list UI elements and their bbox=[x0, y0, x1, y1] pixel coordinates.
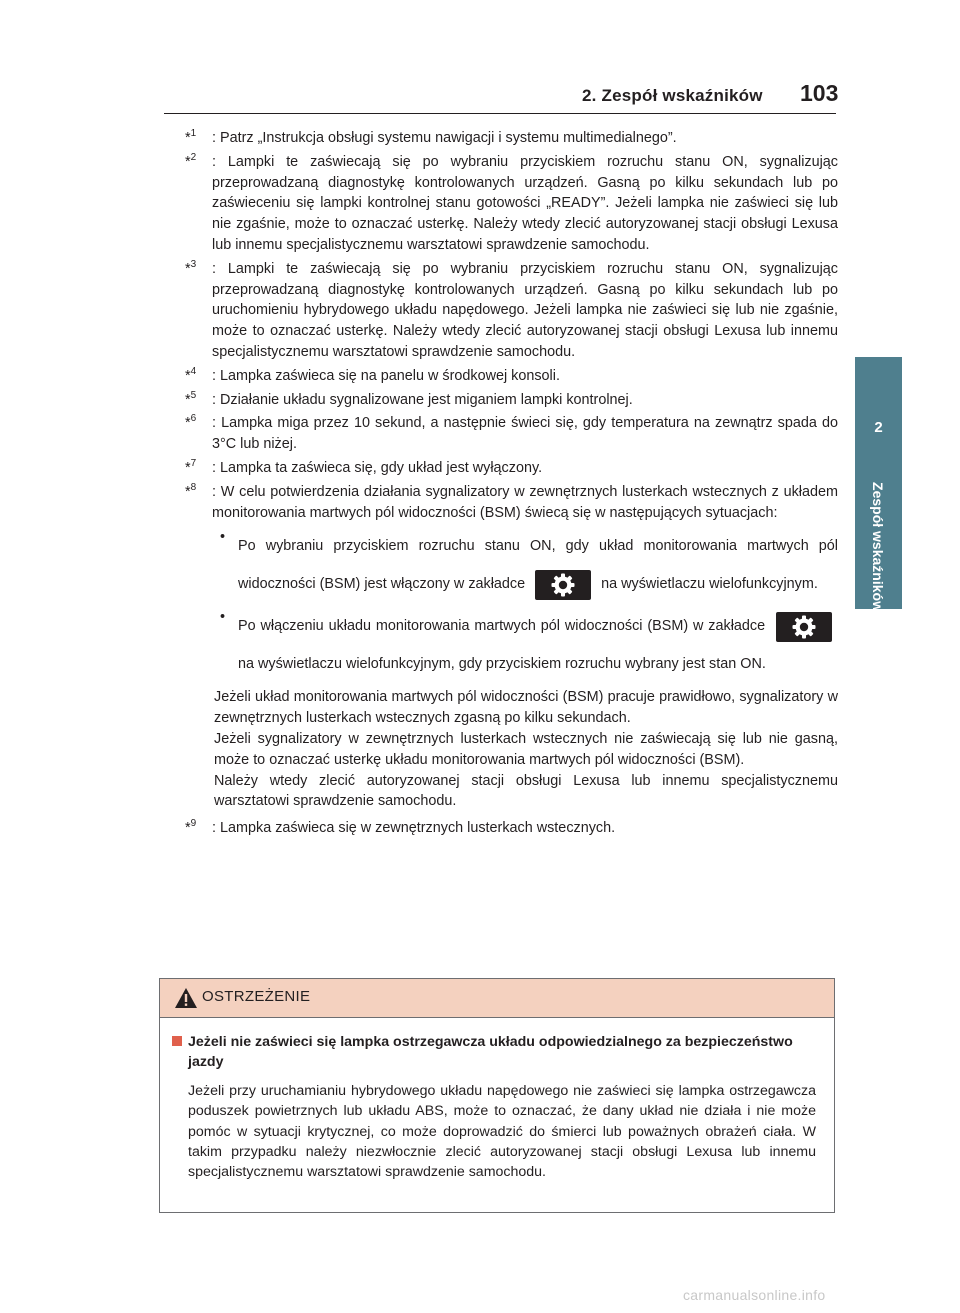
footnote-text: : Lampka zaświeca się w zewnętrznych lusterkach wstecznych. bbox=[212, 820, 616, 837]
footnote-marker: *$^3$ bbox=[185, 258, 197, 277]
chapter-label: Zespół wskaźników bbox=[870, 482, 886, 612]
bullet-dot: • bbox=[220, 529, 226, 546]
section-title: 2. Zespół wskaźników bbox=[582, 86, 763, 105]
warning-title: OSTRZEŻENIE bbox=[202, 988, 311, 1005]
chapter-side-tab bbox=[855, 357, 902, 612]
watermark: carmanualsonline.info bbox=[683, 1287, 826, 1303]
page-number: 103 bbox=[800, 80, 839, 106]
bullet-text-after: na wyświetlaczu wielofunkcyjnym. bbox=[601, 576, 818, 593]
footnote-text: : Lampka zaświeca się na panelu w środkowej konsoli. bbox=[212, 367, 560, 384]
warning-heading: Jeżeli nie zaświeci się lampka ostrzegawcza układu odpowiedzialnego za bezpieczeństwo jazdy bbox=[172, 1032, 816, 1073]
warning-header bbox=[160, 979, 834, 1018]
footnote-8-details bbox=[187, 527, 838, 812]
footnote-7 bbox=[185, 458, 838, 479]
footnote-marker: *$^4$ bbox=[185, 365, 197, 384]
warning-triangle-icon bbox=[174, 987, 198, 1009]
footnote-text: : Patrz „Instrukcja obsługi systemu nawigacji i systemu multimedialnego”. bbox=[212, 130, 677, 146]
warning-text: Jeżeli przy uruchamianiu hybrydowego układu napędowego nie zaświeci się lampka ostrzegawcza poduszek powietrznych lub układu ABS, może to oznaczać, że dany układ nie działa i nie może pomóc w sytuacji krytycznej, co może doprowadzić do śmierci lub poważnych obrażeń ciała. W takim przypadku należy niezwłocznie zlecić autoryzowanej stacji obsługi Lexusa lub innemu specjalistycznemu warsztatowi sprawdzenie samochodu. bbox=[188, 1082, 816, 1181]
list-item bbox=[214, 607, 838, 683]
footnotes-section bbox=[185, 128, 838, 842]
footnote-1 bbox=[185, 128, 838, 149]
footnote-4 bbox=[185, 366, 838, 387]
list-item bbox=[214, 527, 838, 603]
footnote-text: : Lampki te zaświecają się po wybraniu przyciskiem rozruchu stanu ON, sygnalizując przeprowadzaną diagnostykę kontrolowanych urządzeń. Gasną po kilku sekundach lub po zaświeceniu się lampki kontrolnej stanu gotowości „READY”. Jeżeli lampka nie zaświeci się lub nie zgaśnie, może to oznaczać usterkę. Należy wtedy zlecić autoryzowanej stacji obsługi Lexusa lub innemu specjalistycznemu warsztatowi sprawdzenie samochodu. bbox=[212, 153, 838, 253]
footnote-marker: *$^7$ bbox=[185, 458, 197, 476]
footnote-text: : Działanie układu sygnalizowane jest miganiem lampki kontrolnej. bbox=[212, 391, 633, 408]
footnote-text: : Lampka miga przez 10 sekund, a następnie świeci się, gdy temperatura na zewnątrz spada do 3°C lub niżej. bbox=[212, 415, 838, 453]
gear-icon bbox=[776, 612, 832, 642]
warning-box bbox=[159, 978, 835, 1213]
paragraph: Jeżeli sygnalizatory w zewnętrznych lusterkach wstecznych nie zaświecają się lub nie gasną, może to oznaczać usterkę układu monitorowania martwych pól widoczności (BSM). bbox=[214, 730, 838, 768]
footnote-3 bbox=[185, 259, 838, 363]
gear-icon bbox=[535, 570, 591, 600]
footnote-6 bbox=[185, 413, 838, 455]
footnote-2 bbox=[185, 152, 838, 256]
footnote-marker: *$^1$ bbox=[185, 128, 197, 146]
chapter-number: 2 bbox=[874, 419, 883, 436]
header-divider bbox=[164, 113, 836, 114]
footnote-text: : W celu potwierdzenia działania sygnalizatory w zewnętrznych lusterkach wstecznych z układem monitorowania martwych pól widoczności (BSM) świecą się w następujących sytuacjach: bbox=[212, 483, 838, 521]
footnote-marker: *$^8$ bbox=[185, 481, 197, 500]
bullet-text-before: Po włączeniu układu monitorowania martwych pól widoczności (BSM) w zakładce bbox=[238, 618, 766, 635]
paragraph: Należy wtedy zlecić autoryzowanej stacji obsługi Lexusa lub innemu specjalistycznemu warsztatowi sprawdzenie samochodu. bbox=[214, 772, 838, 810]
footnote-marker: *$^6$ bbox=[185, 413, 197, 432]
footnote-text: : Lampka ta zaświeca się, gdy układ jest wyłączony. bbox=[212, 459, 543, 476]
bullet-text-after: na wyświetlaczu wielofunkcyjnym, gdy przyciskiem rozruchu wybrany jest stan ON. bbox=[238, 656, 766, 673]
footnote-marker: *$^5$ bbox=[185, 389, 197, 408]
footnote-marker: *$^9$ bbox=[185, 818, 197, 837]
square-bullet-icon bbox=[172, 1036, 182, 1046]
footnote-text: : Lampki te zaświecają się po wybraniu przyciskiem rozruchu stanu ON, sygnalizując przeprowadzaną diagnostykę kontrolowanych urządzeń. Gasną po kilku sekundach lub po uruchomieniu hybrydowego układu napędowego. Jeżeli lampka nie zaświeci się lub nie zgaśnie, może to oznaczać usterkę. Należy wtedy zlecić autoryzowanej stacji obsługi Lexusa lub innemu specjalistycznemu warsztatowi sprawdzenie samochodu. bbox=[212, 260, 838, 360]
warning-body bbox=[160, 1018, 834, 1183]
paragraph: Jeżeli układ monitorowania martwych pól widoczności (BSM) pracuje prawidłowo, sygnalizatory w zewnętrznych lusterkach wstecznych zgasną po kilku sekundach. bbox=[214, 689, 838, 727]
footnote-5 bbox=[185, 390, 838, 411]
footnote-9 bbox=[185, 818, 838, 839]
footnote-8 bbox=[185, 482, 838, 524]
bullet-text-before: Po wybraniu przyciskiem rozruchu stanu ON, gdy układ monitorowania martwych pól widoczności (BSM) jest włączony w zakładce bbox=[238, 538, 838, 593]
footnote-marker: *$^2$ bbox=[185, 152, 197, 170]
bullet-dot: • bbox=[220, 609, 226, 626]
